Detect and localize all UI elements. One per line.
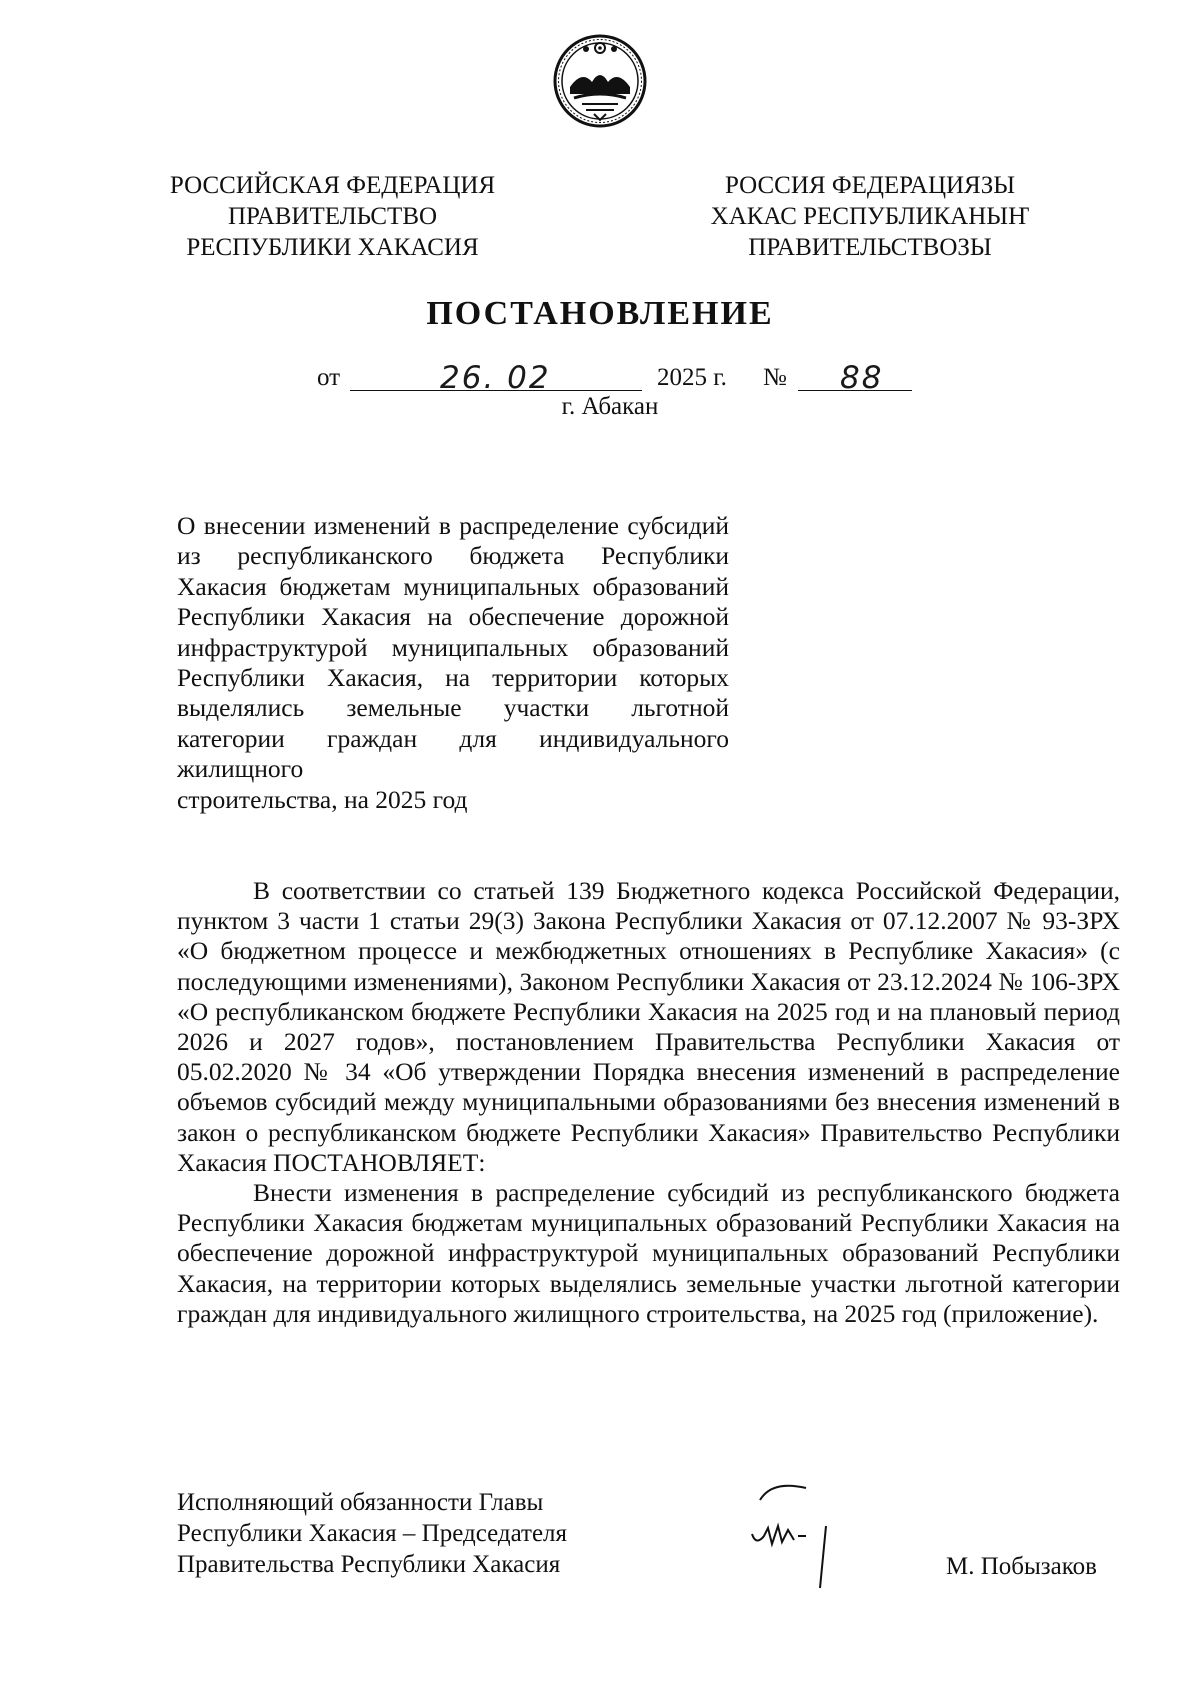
city-label: г. Абакан — [561, 393, 659, 420]
position-line: Исполняющий обязанности Главы — [177, 1489, 544, 1516]
signatory-position — [177, 1487, 567, 1580]
header-khakas — [700, 170, 1040, 263]
from-label: от — [317, 364, 341, 391]
document-subject — [177, 511, 729, 815]
position-line: Правительства Республики Хакасия — [177, 1551, 561, 1578]
header-line: ХАКАС РЕСПУБЛИКАНЫҤ — [710, 203, 1030, 230]
header-line: ПРАВИТЕЛЬСТВОЗЫ — [748, 234, 992, 261]
header-russian — [160, 170, 505, 263]
header-line: РОССИЯ ФЕДЕРАЦИЯЗЫ — [724, 172, 1016, 199]
handwritten-signature — [738, 1476, 858, 1596]
subject-text: О внесении изменений в распределение субсидий из республиканского бюджета Республики Хакасия бюджетам муниципальных образований Республики Хакасия на обеспечение дорожной инфраструктурой муниципальных образований Республики Хакасия, на территории которых выделялись земельные участки льготной категории граждан для индивидуального жилищного — [177, 511, 729, 784]
header-line: РЕСПУБЛИКИ ХАКАСИЯ — [186, 234, 479, 261]
header-line: РОССИЙСКАЯ ФЕДЕРАЦИЯ — [169, 172, 496, 199]
coat-of-arms-emblem — [552, 32, 648, 130]
handwritten-number: 88 — [840, 360, 884, 396]
year-label: 2025 г. — [657, 364, 727, 391]
handwritten-date: 26. 02 — [440, 360, 551, 396]
position-line: Республики Хакасия – Председателя — [177, 1520, 568, 1547]
body-paragraph: В соответствии со статьей 139 Бюджетного кодекса Российской Федерации, пунктом 3 части 1 статьи 29(3) Закона Республики Хакасия от 07.12.2007 № 93-ЗРХ «О бюджетном процессе и межбюджетных отношениях в Республике Хакасия» (с последующими изменениями), Законом Республики Хакасия от 23.12.2024 № 106-ЗРХ «О республиканском бюджете Республики Хакасия на 2025 год и на плановый период 2026 и 2027 годов», постановлением Правительства Республики Хакасия от 05.02.2020 № 34 «Об утверждении Порядка внесения изменений в распределение объемов субсидий между муниципальными образованиями без внесения изменений в закон о республиканском бюджете Республики Хакасия» Правительство Республики Хакасия ПОСТАНОВЛЯЕТ: — [177, 876, 1120, 1177]
body-paragraph: Внести изменения в распределение субсидий из республиканского бюджета Республики Хакасия бюджетам муниципальных образований Республики Хакасия на обеспечение дорожной инфраструктурой муниципальных образований Республики Хакасия, на территории которых выделялись земельные участки льготной категории граждан для индивидуального жилищного строительства, на 2025 год (приложение). — [177, 1178, 1120, 1328]
number-label: № — [763, 364, 787, 391]
document-body — [177, 876, 1120, 1329]
header-line: ПРАВИТЕЛЬСТВО — [227, 203, 438, 230]
signer-name: М. Побызаков — [946, 1553, 1097, 1580]
subject-last-line: строительства, на 2025 год — [177, 784, 468, 814]
document-type-title: ПОСТАНОВЛЕНИЕ — [426, 295, 774, 332]
